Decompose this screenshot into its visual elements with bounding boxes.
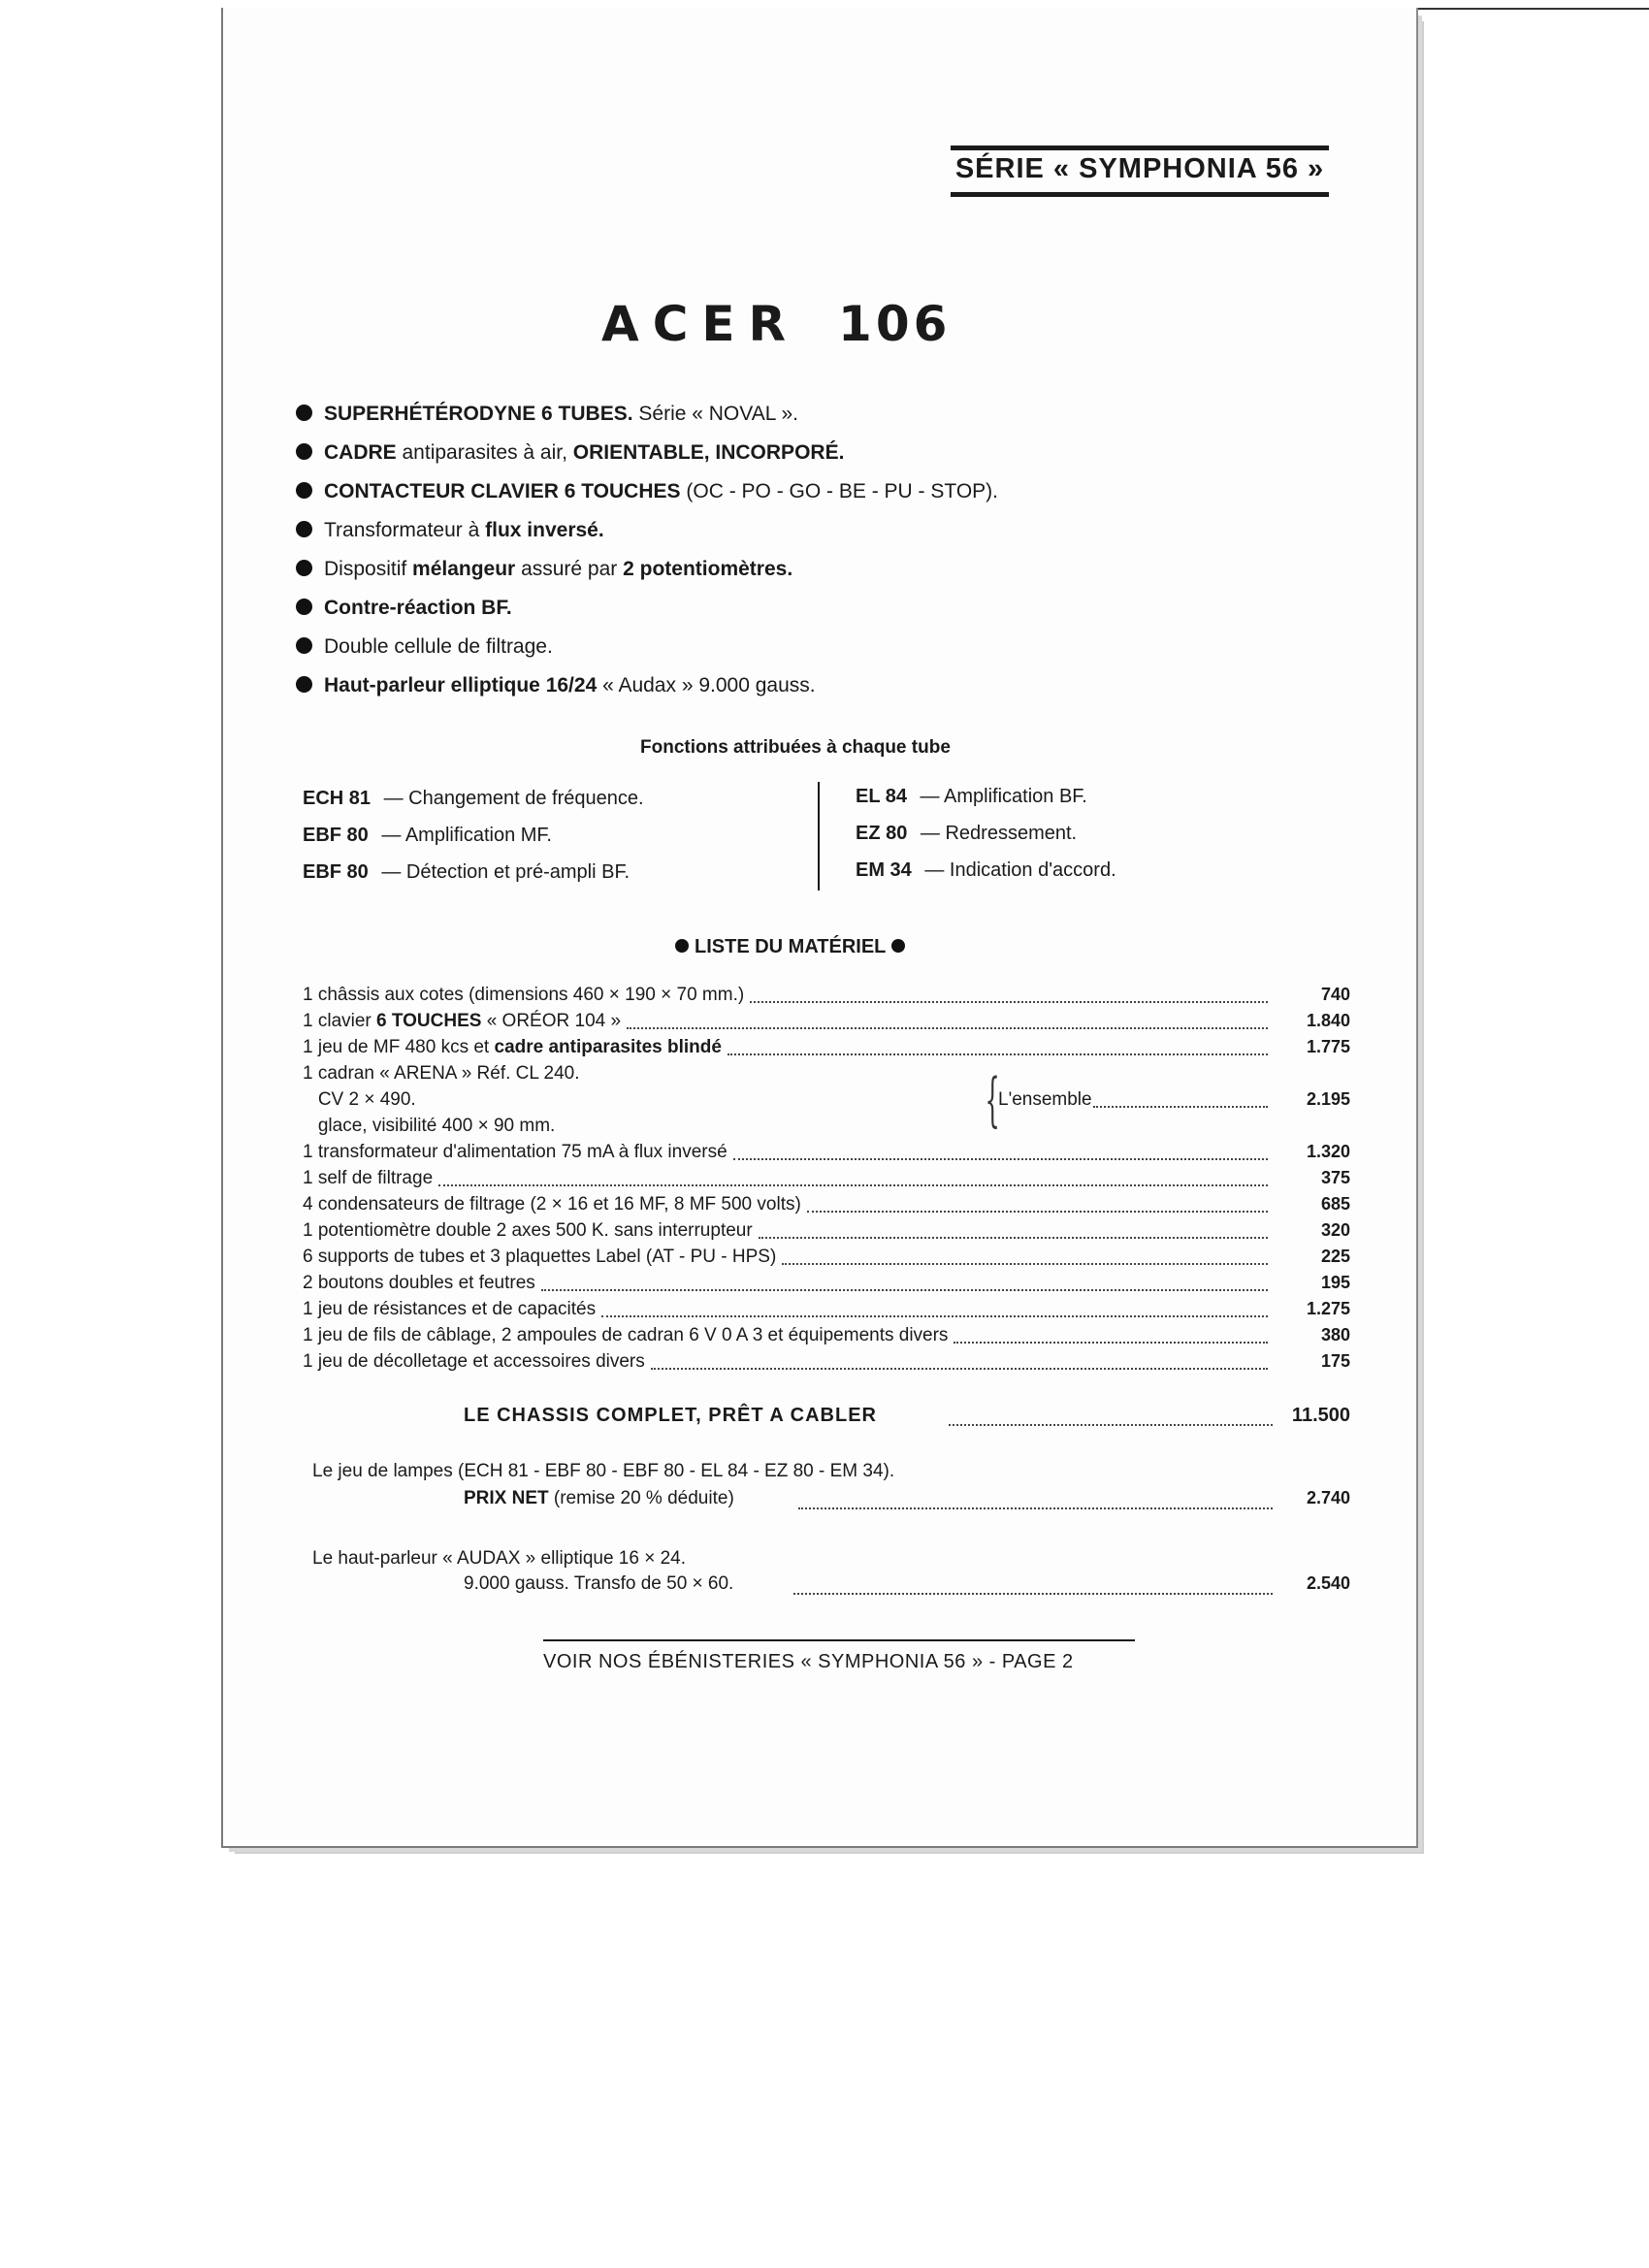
tube-code: EL 84: [856, 786, 907, 807]
bullet-icon: [296, 560, 312, 576]
tube-function: — Amplification MF.: [375, 825, 552, 846]
text-run: Série « NOVAL ».: [632, 403, 798, 425]
bullet-icon: [675, 939, 689, 953]
footer-rule: [543, 1639, 1135, 1641]
page-title: [601, 296, 951, 352]
bullet-icon: [296, 599, 312, 615]
liste-heading-text: LISTE DU MATÉRIEL: [695, 936, 887, 957]
material-row: [303, 1322, 1350, 1348]
material-price: 320: [1320, 1220, 1350, 1240]
document-sheet: [221, 8, 1418, 1848]
tube-functions-right: [856, 782, 1116, 892]
material-price: 740: [1320, 985, 1350, 1004]
bullet-icon: [296, 482, 312, 499]
bullet-icon: [296, 521, 312, 537]
text-run: mélangeur: [412, 558, 516, 580]
text-run: glace, visibilité 400 × 90 mm.: [303, 1116, 556, 1136]
ensemble-label: L'ensemble: [998, 1089, 1092, 1110]
leader-dots: [627, 1027, 1268, 1029]
material-description: [303, 1139, 728, 1165]
leader-dots: [782, 1263, 1268, 1265]
leader-dots: [728, 1053, 1268, 1055]
feature-item: [296, 438, 998, 477]
material-price: 375: [1320, 1168, 1350, 1187]
page-edge-line: [1414, 8, 1649, 10]
material-price: 175: [1320, 1351, 1350, 1371]
footer-note: VOIR NOS ÉBÉNISTERIES « SYMPHONIA 56 » - PAGE 2: [543, 1651, 1074, 1672]
bullet-icon: [296, 676, 312, 693]
feature-item: [296, 400, 998, 438]
tube-row: [303, 784, 644, 821]
leader-dots: [651, 1368, 1268, 1370]
hp-line1: Le haut-parleur « AUDAX » elliptique 16 × 24.: [312, 1548, 687, 1569]
chassis-complet-row: [464, 1405, 1350, 1434]
material-description: [303, 1165, 433, 1191]
prix-net-label: PRIX NET: [464, 1488, 549, 1508]
material-price: 380: [1320, 1325, 1350, 1345]
material-row: [303, 1060, 1350, 1086]
series-header: SÉRIE « SYMPHONIA 56 »: [954, 153, 1325, 184]
leader-dots: [1093, 1106, 1268, 1108]
material-description: [303, 1034, 722, 1060]
leader-dots: [750, 1001, 1268, 1003]
material-description: [303, 1348, 645, 1375]
tube-code: EM 34: [856, 859, 912, 881]
bullet-icon: [296, 405, 312, 421]
text-run: flux inversé.: [485, 519, 604, 541]
text-run: 1 jeu de résistances et de capacités: [303, 1299, 597, 1319]
material-row: [303, 1270, 1350, 1296]
tube-code: EBF 80: [303, 825, 369, 846]
bullet-icon: [891, 939, 905, 953]
feature-item: [296, 516, 998, 555]
material-price: 195: [1320, 1273, 1350, 1292]
ensemble-brace: {: [985, 1066, 1000, 1134]
liste-heading: [669, 936, 911, 958]
bullet-icon: [296, 443, 312, 460]
hp-price: 2.540: [1306, 1573, 1350, 1593]
feature-list: [296, 400, 998, 710]
leader-dots: [733, 1158, 1268, 1160]
material-row: [303, 1086, 1350, 1113]
feature-item: [296, 477, 998, 516]
leader-dots: [438, 1184, 1268, 1186]
material-description: [303, 1113, 555, 1139]
tube-row: [856, 856, 1116, 892]
chassis-complet-label-rest: PRÊT A CABLER: [701, 1405, 878, 1426]
text-run: Haut-parleur elliptique 16/24: [324, 674, 598, 697]
material-description: [303, 1244, 776, 1270]
text-run: CADRE: [324, 441, 397, 464]
text-run: 1 jeu de décolletage et accessoires divers: [303, 1351, 645, 1372]
text-run: 1 transformateur d'alimentation 75 mA à flux inversé: [303, 1142, 728, 1162]
series-rule-bottom: [951, 192, 1329, 197]
material-row: [303, 1348, 1350, 1375]
text-run: « Audax » 9.000 gauss.: [597, 674, 816, 697]
material-row: [303, 1008, 1350, 1034]
leader-dots: [601, 1315, 1268, 1317]
text-run: ORIENTABLE, INCORPORÉ.: [572, 441, 845, 464]
text-run: 6 TOUCHES: [376, 1011, 482, 1031]
material-list: [303, 982, 1350, 1375]
tube-function: — Changement de fréquence.: [378, 788, 644, 809]
material-description: [303, 1296, 596, 1322]
tube-code: EBF 80: [303, 861, 369, 883]
text-run: 2 potentiomètres.: [623, 558, 793, 580]
tube-function: — Détection et pré-ampli BF.: [375, 861, 630, 883]
tube-functions-left: [303, 784, 644, 894]
material-description: [303, 1191, 801, 1217]
text-run: antiparasites à air,: [396, 441, 573, 464]
leader-dots: [954, 1342, 1268, 1344]
title-name: ACER: [601, 296, 800, 352]
text-run: 1 châssis aux cotes (dimensions 460 × 190 × 70 mm.): [303, 985, 745, 1005]
text-run: 1 jeu de fils de câblage, 2 ampoules de cadran 6 V 0 A 3 et équipements divers: [303, 1325, 949, 1345]
text-run: « ORÉOR 104 »: [481, 1011, 622, 1031]
material-row: [303, 1191, 1350, 1217]
feature-item: [296, 594, 998, 632]
fonctions-heading: Fonctions attribuées à chaque tube: [640, 737, 951, 758]
material-price: 1.275: [1306, 1299, 1350, 1318]
material-price: 225: [1320, 1247, 1350, 1266]
text-run: SUPERHÉTÉRODYNE 6 TUBES.: [324, 403, 633, 425]
text-run: cadre antiparasites blindé: [494, 1037, 722, 1057]
text-run: (OC - PO - GO - BE - PU - STOP).: [680, 480, 998, 502]
text-run: CONTACTEUR CLAVIER 6 TOUCHES: [324, 480, 681, 502]
text-run: Double cellule de filtrage.: [324, 635, 553, 658]
material-row: [303, 1113, 1350, 1139]
chassis-complet-price: 11.500: [1291, 1405, 1350, 1426]
material-price: 685: [1320, 1194, 1350, 1214]
title-number: 106: [838, 296, 952, 352]
material-price: 2.195: [1306, 1089, 1350, 1109]
material-description: [303, 1322, 948, 1348]
material-row: [303, 1217, 1350, 1244]
leader-dots: [807, 1211, 1268, 1213]
lampes-row: [464, 1488, 1350, 1517]
tube-row: [303, 858, 644, 894]
tube-column-divider: [818, 782, 820, 891]
material-row: [303, 982, 1350, 1008]
lampes-label: [464, 1488, 734, 1509]
text-run: 1 cadran « ARENA » Réf. CL 240.: [303, 1063, 580, 1084]
tube-function: — Amplification BF.: [915, 786, 1087, 807]
chassis-complet-label: [464, 1405, 877, 1427]
text-run: 1 self de filtrage: [303, 1168, 434, 1188]
feature-item: [296, 632, 998, 671]
tube-row: [856, 782, 1116, 819]
leader-dots: [541, 1289, 1268, 1291]
lampes-line1: Le jeu de lampes (ECH 81 - EBF 80 - EBF 80 - EL 84 - EZ 80 - EM 34).: [312, 1461, 895, 1481]
material-description: [303, 982, 744, 1008]
text-run: 6 supports de tubes et 3 plaquettes Label (AT - PU - HPS): [303, 1247, 777, 1267]
text-run: 2 boutons doubles et feutres: [303, 1273, 535, 1293]
tube-row: [303, 821, 644, 858]
leader-dots: [793, 1593, 1273, 1595]
material-row: [303, 1034, 1350, 1060]
series-rule-top: [951, 146, 1329, 150]
material-row: [303, 1296, 1350, 1322]
material-description: [303, 1060, 580, 1086]
leader-dots: [798, 1507, 1273, 1509]
text-run: assuré par: [515, 558, 624, 580]
text-run: 1 jeu de MF 480 kcs et: [303, 1037, 495, 1057]
material-description: [303, 1217, 753, 1244]
lampes-price: 2.740: [1306, 1488, 1350, 1507]
feature-item: [296, 671, 998, 710]
material-price: 1.775: [1306, 1037, 1350, 1056]
text-run: Dispositif: [324, 558, 413, 580]
tube-code: ECH 81: [303, 788, 372, 809]
material-row: [303, 1139, 1350, 1165]
text-run: CV 2 × 490.: [303, 1089, 416, 1110]
material-price: 1.320: [1306, 1142, 1350, 1161]
material-description: [303, 1008, 621, 1034]
material-description: [303, 1270, 535, 1296]
tube-function: — Indication d'accord.: [919, 859, 1116, 881]
hp-row: [464, 1573, 1350, 1603]
feature-item: [296, 555, 998, 594]
tube-code: EZ 80: [856, 823, 908, 844]
prix-net-remise: (remise 20 % déduite): [548, 1488, 734, 1508]
chassis-complet-label-bold: LE CHASSIS COMPLET,: [464, 1405, 702, 1426]
material-description: [303, 1086, 416, 1113]
material-row: [303, 1244, 1350, 1270]
leader-dots: [759, 1237, 1268, 1239]
tube-function: — Redressement.: [915, 823, 1078, 844]
leader-dots: [949, 1424, 1273, 1426]
text-run: Transformateur à: [324, 519, 486, 541]
text-run: 1 potentiomètre double 2 axes 500 K. sans interrupteur: [303, 1220, 753, 1241]
tube-row: [856, 819, 1116, 856]
bullet-icon: [296, 637, 312, 654]
material-row: [303, 1165, 1350, 1191]
text-run: Contre-réaction BF.: [324, 597, 512, 619]
text-run: 4 condensateurs de filtrage (2 × 16 et 16 MF, 8 MF 500 volts): [303, 1194, 801, 1215]
text-run: 1 clavier: [303, 1011, 377, 1031]
material-price: 1.840: [1306, 1011, 1350, 1030]
hp-line2: 9.000 gauss. Transfo de 50 × 60.: [464, 1573, 734, 1594]
